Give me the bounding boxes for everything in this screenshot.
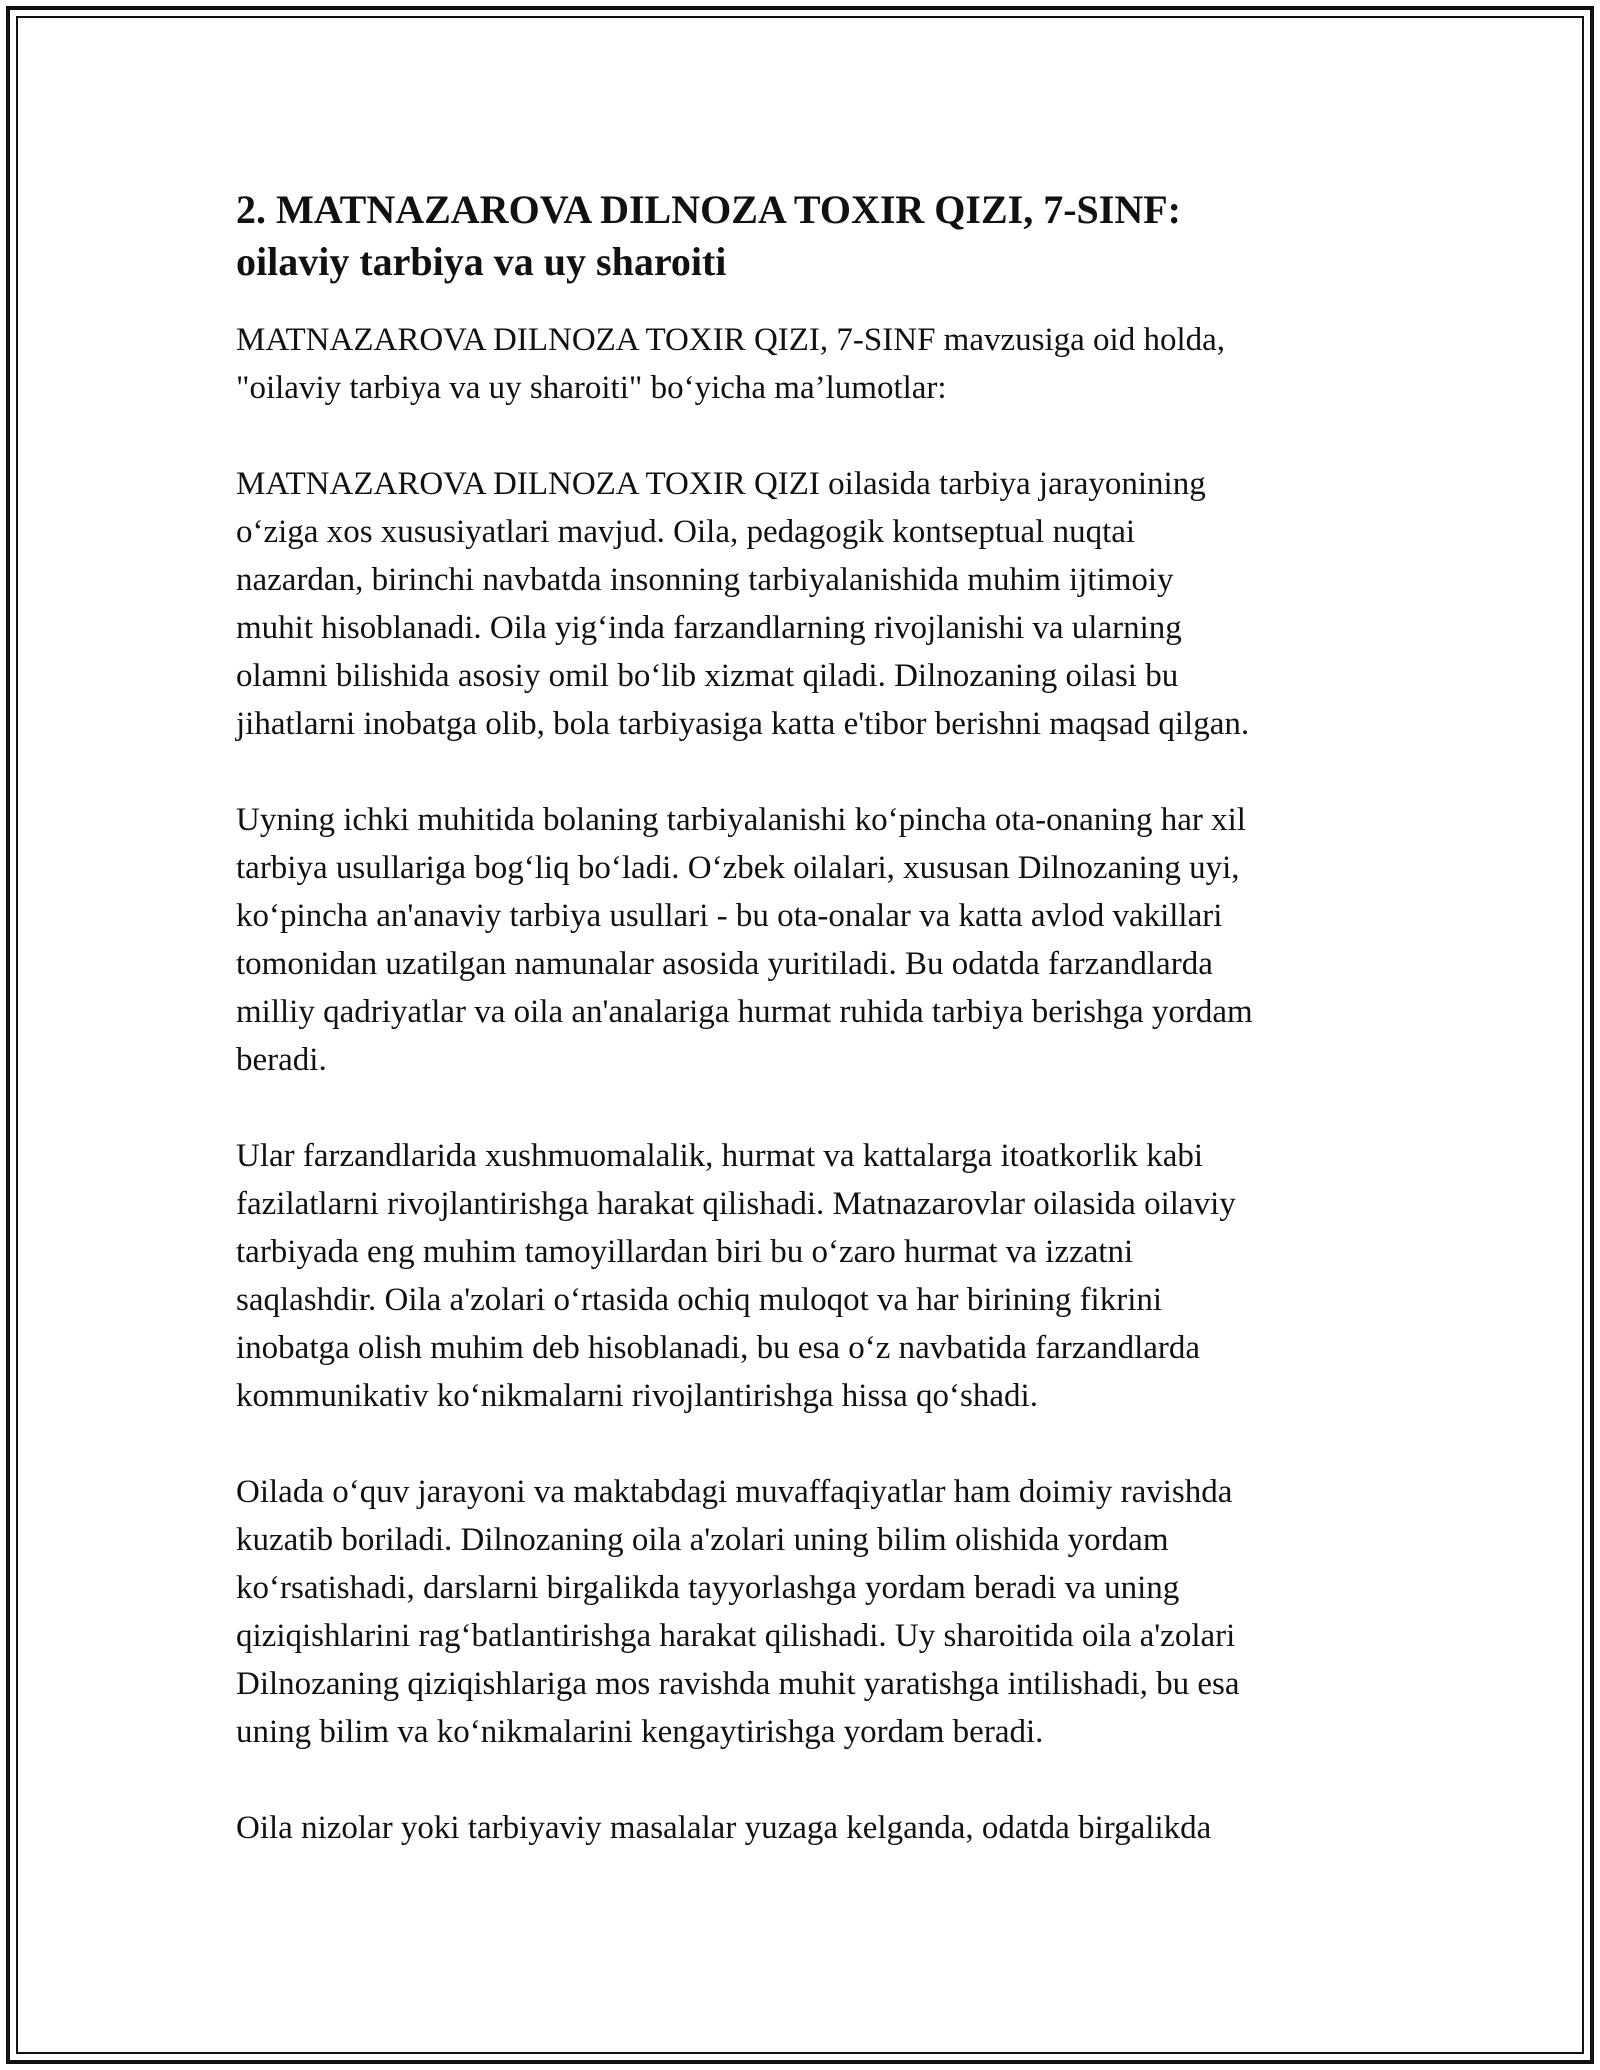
text-line: olamni bilishida asosiy omil bo‘lib xizmat qiladi. Dilnozaning oilasi bu — [236, 658, 1179, 694]
text-line: nazardan, birinchi navbatda insonning tarbiyalanishida muhim ijtimoiy — [236, 562, 1174, 598]
document-body — [236, 184, 1396, 1900]
body-paragraph — [236, 1468, 1396, 1756]
text-line: "oilaviy tarbiya va uy sharoiti" bo‘yicha ma’lumotlar: — [236, 370, 947, 406]
text-line: saqlashdir. Oila a'zolari o‘rtasida ochiq muloqot va har birining fikrini — [236, 1282, 1163, 1318]
text-line: qiziqishlarini rag‘batlantirishga harakat qilishadi. Uy sharoitida oila a'zolari — [236, 1618, 1236, 1654]
intro-paragraph — [236, 316, 1396, 412]
text-line: o‘ziga xos xususiyatlari mavjud. Oila, pedagogik kontseptual nuqtai — [236, 514, 1136, 550]
text-line: jihatlarni inobatga olib, bola tarbiyasiga katta e'tibor berishni maqsad qilgan. — [236, 706, 1250, 742]
section-heading-line: oilaviy tarbiya va uy sharoiti — [236, 239, 727, 284]
text-line: Dilnozaning qiziqishlariga mos ravishda muhit yaratishga intilishadi, bu esa — [236, 1666, 1240, 1702]
section-heading-line: 2. MATNAZAROVA DILNOZA TOXIR QIZI, 7-SINF: — [236, 187, 1181, 232]
text-line: tarbiyada eng muhim tamoyillardan biri bu o‘zaro hurmat va izzatni — [236, 1234, 1134, 1270]
text-line: MATNAZAROVA DILNOZA TOXIR QIZI oilasida tarbiya jarayonining — [236, 466, 1206, 502]
text-line: Uyning ichki muhitida bolaning tarbiyalanishi ko‘pincha ota-onaning har xil — [236, 802, 1246, 838]
section-heading — [236, 184, 1396, 288]
text-line: ko‘pincha an'anaviy tarbiya usullari - bu ota-onalar va katta avlod vakillari — [236, 898, 1223, 934]
body-paragraph — [236, 796, 1396, 1084]
text-line: Oila nizolar yoki tarbiyaviy masalalar yuzaga kelganda, odatda birgalikda — [236, 1810, 1212, 1846]
text-line: beradi. — [236, 1042, 327, 1078]
text-line: kuzatib boriladi. Dilnozaning oila a'zolari uning bilim olishida yordam — [236, 1522, 1169, 1558]
text-line: kommunikativ ko‘nikmalarni rivojlantirishga hissa qo‘shadi. — [236, 1378, 1038, 1414]
text-line: tarbiya usullariga bog‘liq bo‘ladi. O‘zbek oilalari, xususan Dilnozaning uyi, — [236, 850, 1240, 886]
text-line: Oilada o‘quv jarayoni va maktabdagi muvaffaqiyatlar ham doimiy ravishda — [236, 1474, 1233, 1510]
body-paragraph — [236, 1132, 1396, 1420]
text-line: milliy qadriyatlar va oila an'analariga hurmat ruhida tarbiya berishga yordam — [236, 994, 1253, 1030]
text-line: ko‘rsatishadi, darslarni birgalikda tayyorlashga yordam beradi va uning — [236, 1570, 1180, 1606]
text-line: tomonidan uzatilgan namunalar asosida yuritiladi. Bu odatda farzandlarda — [236, 946, 1213, 982]
body-paragraph-truncated — [236, 1804, 1396, 1852]
body-paragraph — [236, 460, 1396, 748]
text-line: uning bilim va ko‘nikmalarini kengaytirishga yordam beradi. — [236, 1714, 1044, 1750]
text-line: Ular farzandlarida xushmuomalalik, hurmat va kattalarga itoatkorlik kabi — [236, 1138, 1204, 1174]
text-line: muhit hisoblanadi. Oila yig‘inda farzandlarning rivojlanishi va ularning — [236, 610, 1182, 646]
text-line: fazilatlarni rivojlantirishga harakat qilishadi. Matnazarovlar oilasida oilaviy — [236, 1186, 1236, 1222]
text-line: inobatga olish muhim deb hisoblanadi, bu esa o‘z navbatida farzandlarda — [236, 1330, 1201, 1366]
text-line: MATNAZAROVA DILNOZA TOXIR QIZI, 7-SINF mavzusiga oid holda, — [236, 322, 1226, 358]
